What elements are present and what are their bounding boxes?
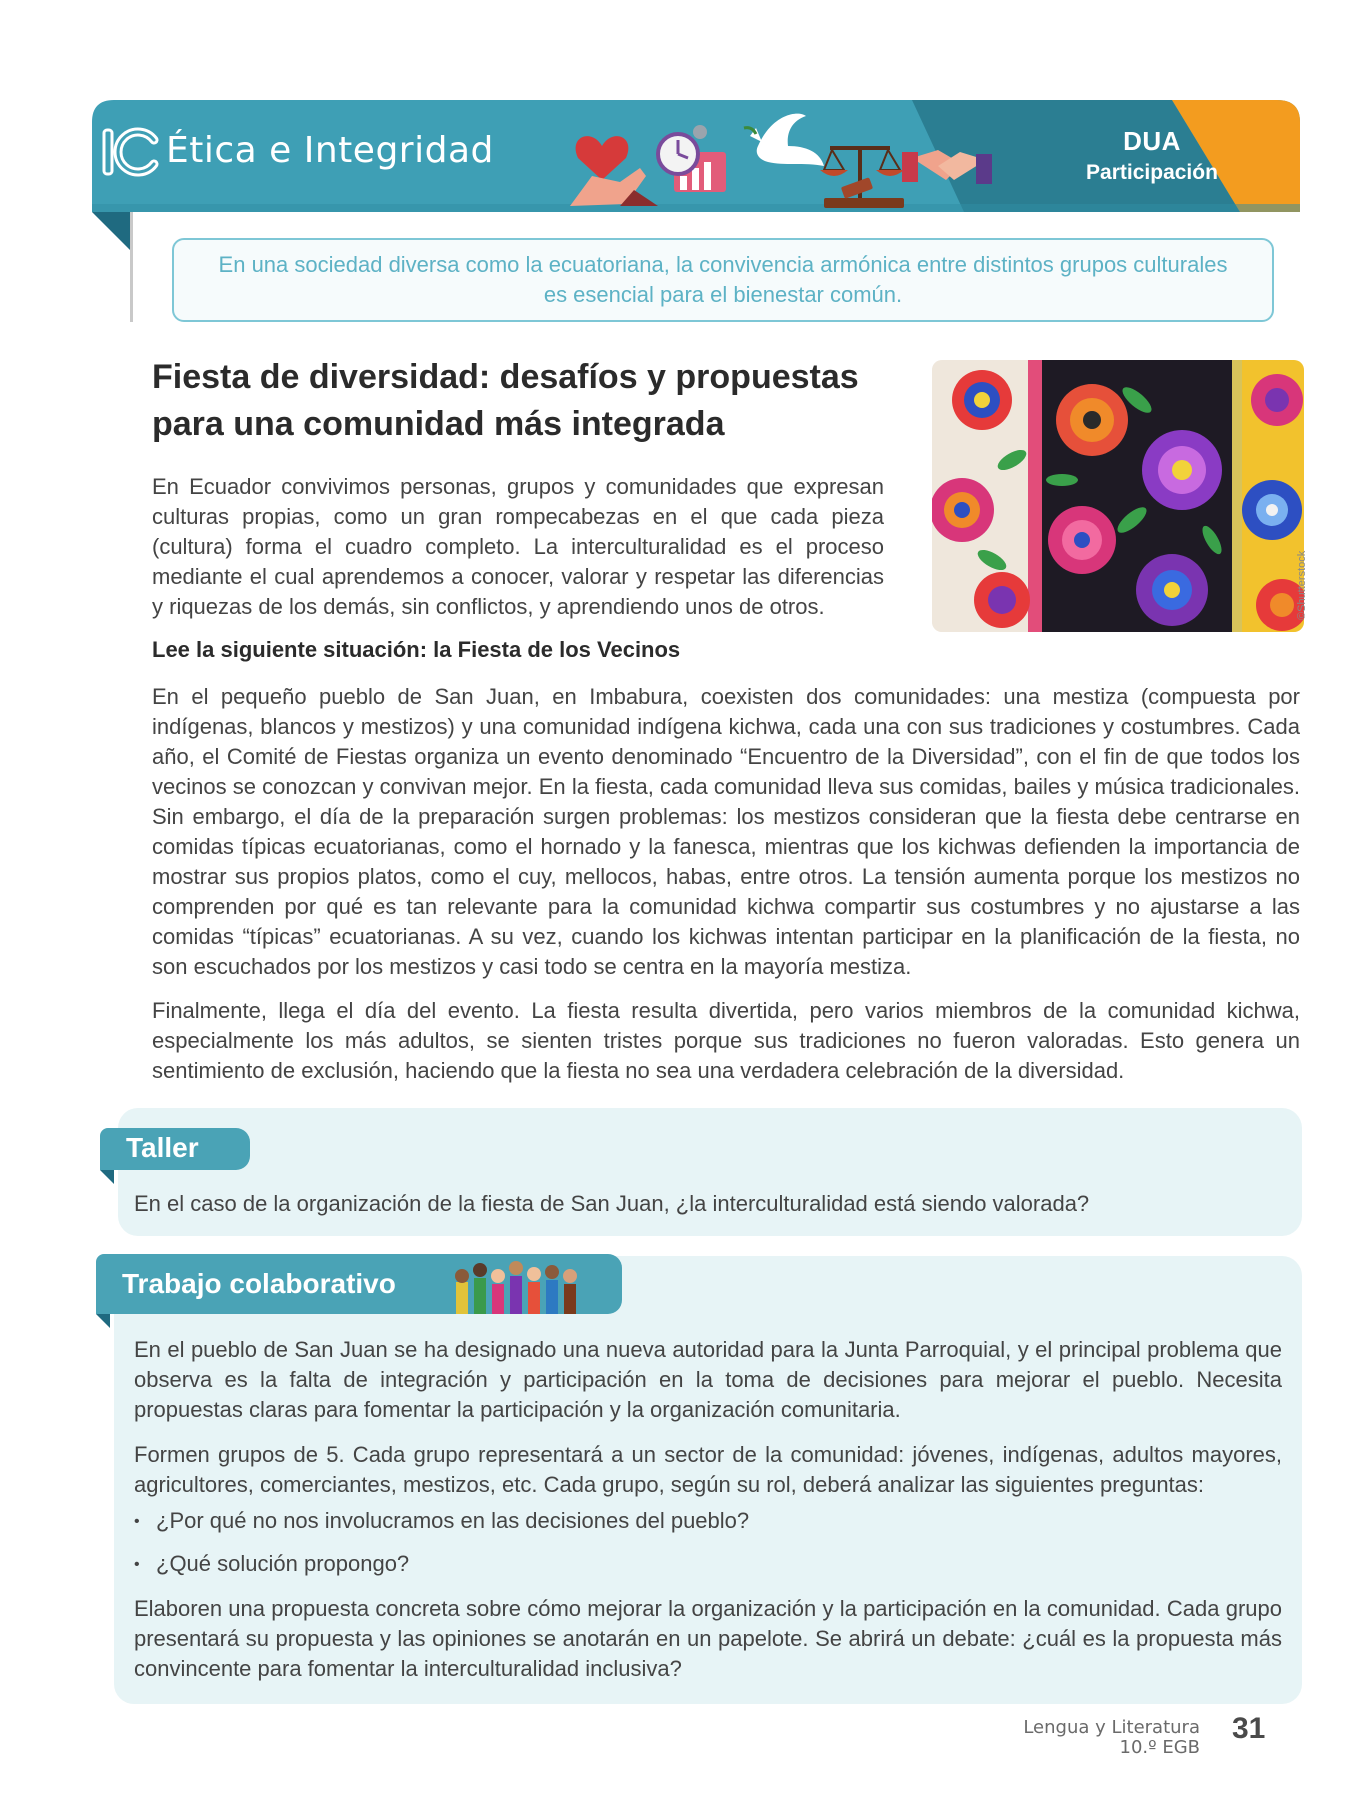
dove-icon <box>744 114 824 166</box>
dua-title: DUA <box>1123 126 1181 156</box>
page-number: 31 <box>1232 1712 1266 1745</box>
trabajo-paragraph-3: Elaboren una propuesta concreta sobre cómo mejorar la organización y la participación en la comunidad. Cada grupo presentará su propuesta y las opiniones se anotarán en un papelote. Se abrirá un debate: ¿cuál es la propuesta más convincente para fomentar la interculturalidad inclusiva? <box>134 1596 1282 1681</box>
section-banner <box>92 100 1300 212</box>
taller-tab: Taller <box>100 1128 250 1170</box>
article-paragraph-3: Finalmente, llega el día del evento. La fiesta resulta divertida, pero varios miembros de la comunidad kichwa, especialmente los más adultos, se sienten tristes porque sus tradiciones no fueron valoradas. Esto genera un sentimiento de exclusión, haciendo que la fiesta no sea una verdadera celebración de la diversidad. <box>152 998 1300 1083</box>
section-title: Ética e Integridad <box>166 130 494 171</box>
ic-logo-icon <box>100 124 160 180</box>
photo-credit: ©Shutterstock <box>1296 550 1308 620</box>
banner-illustrations <box>562 106 992 212</box>
article-paragraph-1: En Ecuador convivimos personas, grupos y comunidades que expresan culturas propias, como un gran rompecabezas en el que cada pieza (cultura) forma el cuadro completo. La interculturalidad es el proceso mediante el cual aprendemos a conocer, valorar y respetar las diferencias y riquezas de los demás, sin conflictos, y aprendiendo unos de otros. <box>152 474 884 619</box>
clock-chart-icon <box>658 125 726 192</box>
embroidery-photo <box>932 360 1304 632</box>
trabajo-tab-label: Trabajo colaborativo <box>122 1268 396 1299</box>
taller-tab-fold <box>100 1170 114 1184</box>
taller-question: En el caso de la organización de la fiesta de San Juan, ¿la interculturalidad está siendo valorada? <box>134 1191 1090 1216</box>
banner-fold <box>92 212 130 250</box>
raised-hands-icon <box>452 1258 592 1314</box>
intro-text: En una sociedad diversa como la ecuatoriana, la convivencia armónica entre distintos grupos culturales es esencial para el bienestar común. <box>218 252 1228 307</box>
bullet-icon: • <box>134 1556 140 1573</box>
intro-callout <box>172 238 1274 322</box>
trabajo-paragraph-2: Formen grupos de 5. Cada grupo representará a un sector de la comunidad: jóvenes, indígenas, adultos mayores, agricultores, comerciantes, mestizos, etc. Cada grupo, según su rol, deberá analizar las siguientes preguntas: <box>134 1442 1282 1497</box>
situation-heading: Lee la siguiente situación: la Fiesta de los Vecinos <box>152 637 681 662</box>
article-title: Fiesta de diversidad: desafíos y propuestas para una comunidad más integrada <box>152 358 859 443</box>
grade-label: 10.º EGB <box>1119 1737 1200 1758</box>
subject-name: Lengua y Literatura <box>1023 1717 1200 1738</box>
list-item <box>134 1551 409 1577</box>
list-item-text: ¿Por qué no nos involucramos en las decisiones del pueblo? <box>156 1508 750 1533</box>
footer-subject <box>990 1718 1200 1758</box>
trabajo-paragraph-1: En el pueblo de San Juan se ha designado una nueva autoridad para la Junta Parroquial, y el principal problema que observa es la falta de integración y participación en la toma de decisiones para mejorar el pueblo. Necesita propuestas claras para fomentar la participación y la organización comunitaria. <box>134 1337 1282 1422</box>
bullet-icon: • <box>134 1513 140 1530</box>
list-item <box>134 1508 749 1534</box>
embroidered-textile-image <box>932 360 1304 632</box>
handshake-icon <box>902 150 992 184</box>
dua-subtitle: Participación <box>1086 161 1218 184</box>
list-item-text: ¿Qué solución propongo? <box>156 1551 410 1576</box>
banner-divider <box>130 212 133 322</box>
justice-scale-icon <box>820 146 904 208</box>
heart-in-hand-icon <box>570 136 658 206</box>
trabajo-tab-fold <box>96 1314 110 1328</box>
dua-label <box>1027 126 1277 185</box>
article-paragraph-2: En el pequeño pueblo de San Juan, en Imbabura, coexisten dos comunidades: una mestiza (compuesta por indígenas, blancos y mestizos) y una comunidad indígena kichwa, cada una con sus tradiciones y costumbres. Cada año, el Comité de Fiestas organiza un evento denominado “Encuentro de la Diversidad”, con el fin de que todos los vecinos se conozcan y convivan mejor. En la fiesta, cada comunidad lleva sus comidas, bailes y música tradicionales. Sin embargo, el día de la preparación surgen problemas: los mestizos consideran que la fiesta debe centrarse en comidas típicas ecuatorianas, como el hornado y la fanesca, mientras que los kichwas defienden la importancia de mostrar sus propios platos, como el cuy, mellocos, habas, entre otros. La tensión aumenta porque los mestizos no comprenden por qué es tan relevante para la comunidad kichwa compartir sus costumbres y no ajustarse a las comidas “típicas” ecuatorianas. A su vez, cuando los kichwas intentan participar en la planificación de la fiesta, no son escuchados por los mestizos y casi todo se centra en la mayoría mestiza. <box>152 684 1300 979</box>
